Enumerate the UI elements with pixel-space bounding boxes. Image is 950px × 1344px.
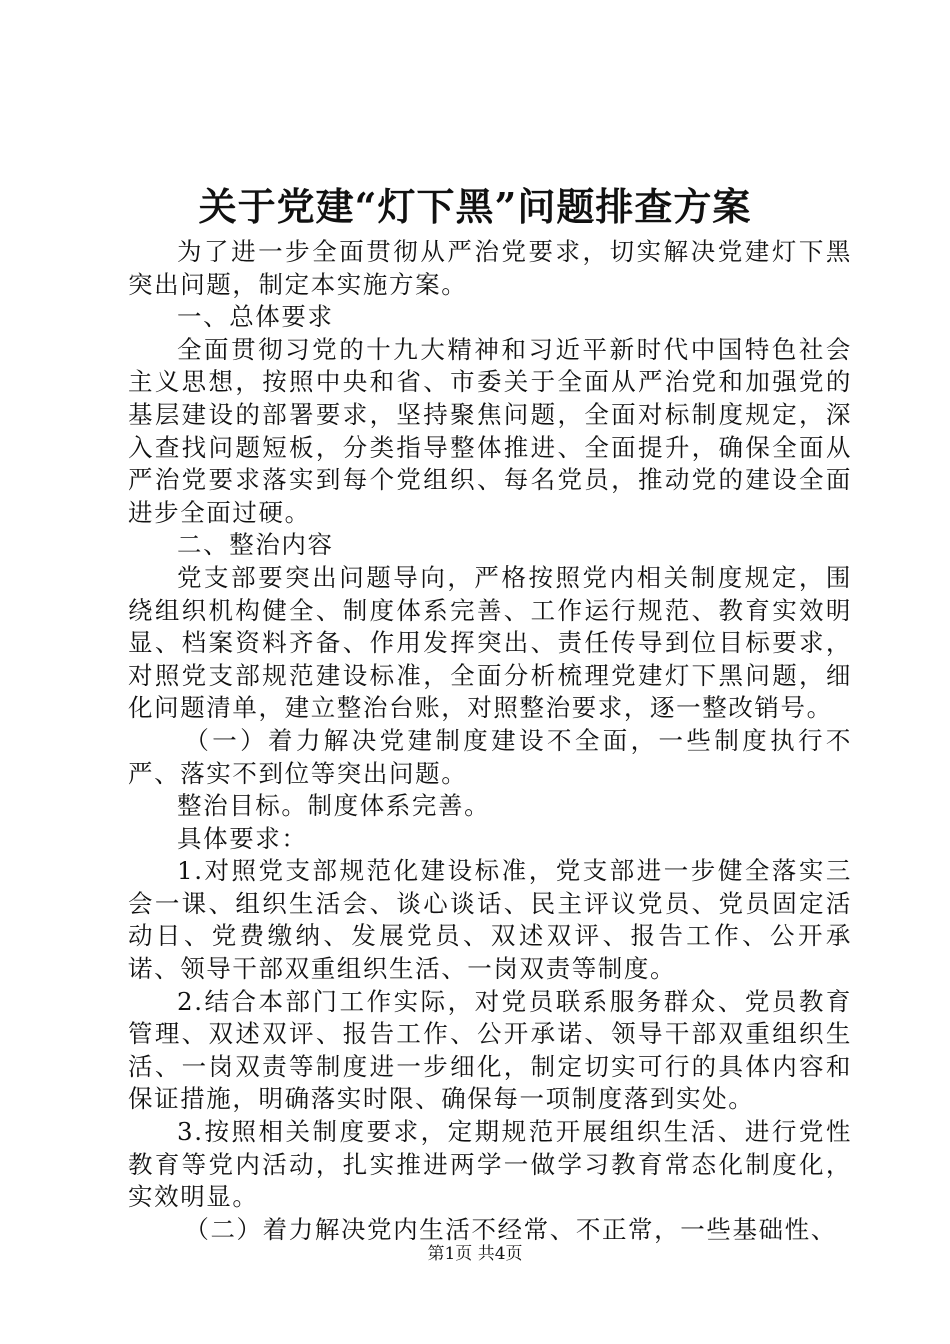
paragraph-rectification-content: 党支部要突出问题导向，严格按照党内相关制度规定，围绕组织机构健全、制度体系完善、工作运行规范、教育实效明显、档案资料齐备、作用发挥突出、责任传导到位目标要求，对照党支部规范建设标准，全面分析梳理党建灯下黑问题，细化问题清单，建立整治台账，对照整治要求，逐一整改销号。: [128, 562, 852, 723]
list-item-3: 3.按照相关制度要求，定期规范开展组织生活、进行党性教育等党内活动，扎实推进两学一做学习教育常态化制度化，实效明显。: [128, 1117, 852, 1212]
list-item-1: 1.对照党支部规范化建设标准，党支部进一步健全落实三会一课、组织生活会、谈心谈话、民主评议党员、党员固定活动日、党费缴纳、发展党员、双述双评、报告工作、公开承诺、领导干部双重组织生活、一岗双责等制度。: [128, 856, 852, 984]
section-heading-rectification-content: 二、整治内容: [177, 530, 334, 560]
paragraph-general-requirements: 全面贯彻习党的十九大精神和习近平新时代中国特色社会主义思想，按照中央和省、市委关于全面从严治党和加强党的基层建设的部署要求，坚持聚焦问题，全面对标制度规定，深入查找问题短板，分类指导整体推进、全面提升，确保全面从严治党要求落实到每个党组织、每名党员，推动党的建设全面进步全面过硬。: [128, 334, 852, 527]
list-item-2: 2.结合本部门工作实际，对党员联系服务群众、党员教育管理、双述双评、报告工作、公开承诺、领导干部双重组织生活、一岗双责等制度进一步细化，制定切实可行的具体内容和保证措施，明确落实时限、确保每一项制度落到实处。: [128, 986, 852, 1114]
page-footer: 第1页 共4页: [427, 1244, 523, 1264]
paragraph-specific-requirements-label: 具体要求：: [177, 823, 308, 853]
document-body: [128, 236, 852, 1246]
paragraph-rectification-goal: 整治目标。制度体系完善。: [177, 791, 491, 821]
section-heading-general-requirements: 一、总体要求: [177, 302, 334, 332]
paragraph-intro: 为了进一步全面贯彻从严治党要求，切实解决党建灯下黑突出问题，制定本实施方案。: [128, 237, 852, 299]
subsection-heading-2: （二）着力解决党内生活不经常、不正常，一些基础性、: [184, 1214, 837, 1244]
subsection-heading-1: （一）着力解决党建制度建设不全面，一些制度执行不严、落实不到位等突出问题。: [128, 725, 852, 788]
document-title: 关于党建“灯下黑”问题排查方案: [198, 184, 752, 229]
